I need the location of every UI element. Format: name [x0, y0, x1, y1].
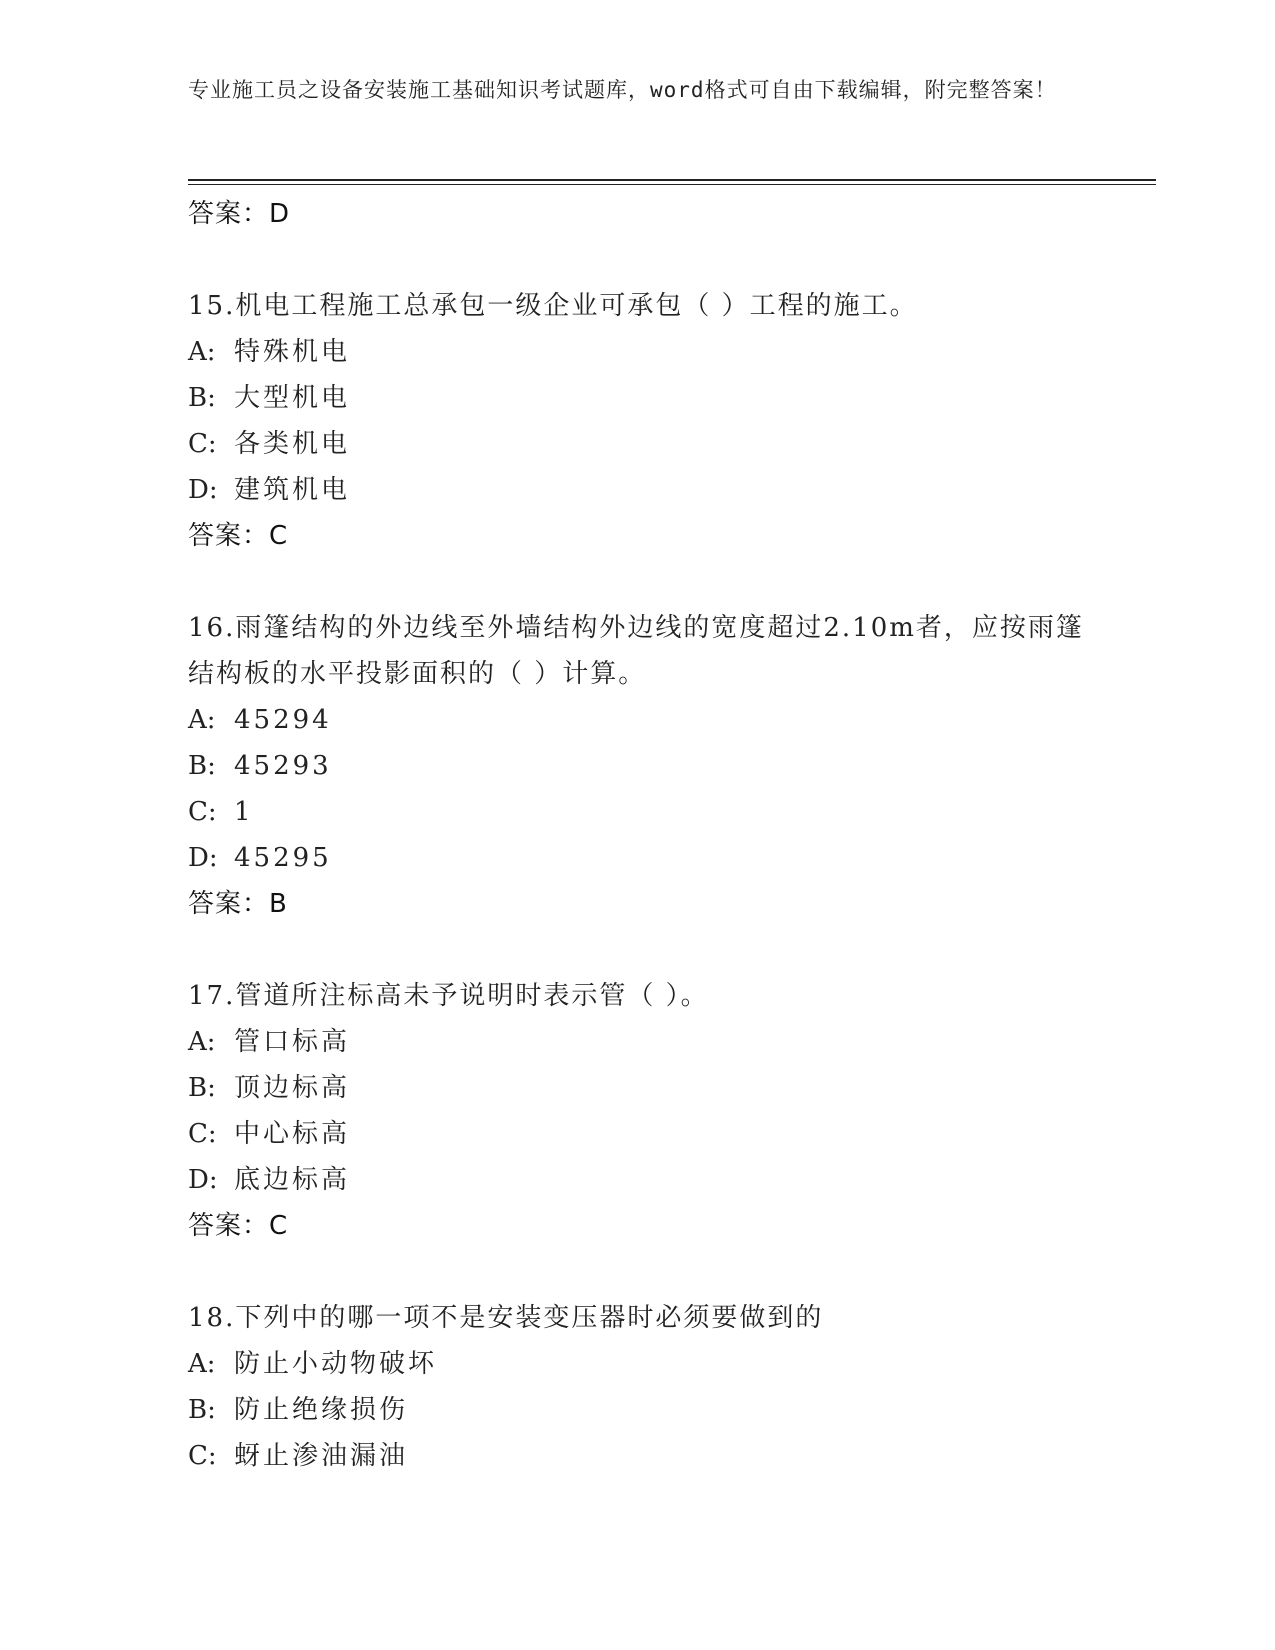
option-d [188, 1157, 1088, 1203]
option-text: 底边标高 [234, 1165, 351, 1195]
question-text: 16.雨篷结构的外边线至外墙结构外边线的宽度超过2.10m者，应按雨篷结构板的水平投影面积的（ ）计算。 [188, 613, 1084, 689]
option-letter: A: [188, 1027, 216, 1057]
option-b [188, 1065, 1088, 1111]
option-c [188, 789, 1088, 835]
option-text: 45293 [234, 751, 332, 781]
question-text: 18.下列中的哪一项不是安装变压器时必须要做到的 [188, 1303, 824, 1333]
option-text: 45295 [234, 843, 332, 873]
option-text: 特殊机电 [234, 337, 351, 367]
answer-line: 答案：C [188, 521, 289, 551]
answer-line: 答案：D [188, 199, 291, 229]
answer-line: 答案：B [188, 889, 288, 919]
option-c [188, 421, 1088, 467]
question-text: 15.机电工程施工总承包一级企业可承包（ ）工程的施工。 [188, 291, 918, 321]
option-text: 防止绝缘损伤 [234, 1395, 409, 1425]
option-text: 防止小动物破坏 [234, 1349, 438, 1379]
header-divider-thin [188, 184, 1156, 185]
option-text: 各类机电 [234, 429, 351, 459]
option-a [188, 1341, 1088, 1387]
option-a [188, 1019, 1088, 1065]
option-b [188, 1387, 1088, 1433]
option-text: 大型机电 [234, 383, 351, 413]
question-block [188, 283, 1088, 559]
option-text: 1 [234, 797, 254, 827]
option-text: 顶边标高 [234, 1073, 351, 1103]
option-letter: B: [188, 383, 216, 413]
option-letter: D: [188, 475, 218, 505]
option-b [188, 375, 1088, 421]
option-letter: A: [188, 1349, 216, 1379]
option-text: 中心标高 [234, 1119, 351, 1149]
option-a [188, 329, 1088, 375]
option-text: 45294 [234, 705, 332, 735]
option-text: 蚜止渗油漏油 [234, 1441, 409, 1471]
question-block [188, 1295, 1088, 1479]
option-text: 建筑机电 [234, 475, 351, 505]
header-divider-thick [188, 179, 1156, 181]
option-letter: C: [188, 429, 217, 459]
option-letter: C: [188, 797, 217, 827]
answer-line: 答案：C [188, 1211, 289, 1241]
document-header: 专业施工员之设备安装施工基础知识考试题库，word格式可自由下载编辑，附完整答案！ [188, 78, 1057, 102]
option-letter: B: [188, 1395, 216, 1425]
option-d [188, 835, 1088, 881]
question-list [188, 191, 1088, 1479]
question-block [188, 973, 1088, 1249]
option-letter: D: [188, 1165, 218, 1195]
question-block [188, 605, 1088, 927]
option-letter: A: [188, 337, 216, 367]
option-letter: C: [188, 1119, 217, 1149]
option-b [188, 743, 1088, 789]
option-letter: B: [188, 1073, 216, 1103]
option-a [188, 697, 1088, 743]
option-d [188, 467, 1088, 513]
option-letter: D: [188, 843, 218, 873]
option-letter: C: [188, 1441, 217, 1471]
option-letter: B: [188, 751, 216, 781]
option-c [188, 1433, 1088, 1479]
option-text: 管口标高 [234, 1027, 351, 1057]
question-text: 17.管道所注标高未予说明时表示管（ ）。 [188, 981, 709, 1011]
option-c [188, 1111, 1088, 1157]
option-letter: A: [188, 705, 216, 735]
